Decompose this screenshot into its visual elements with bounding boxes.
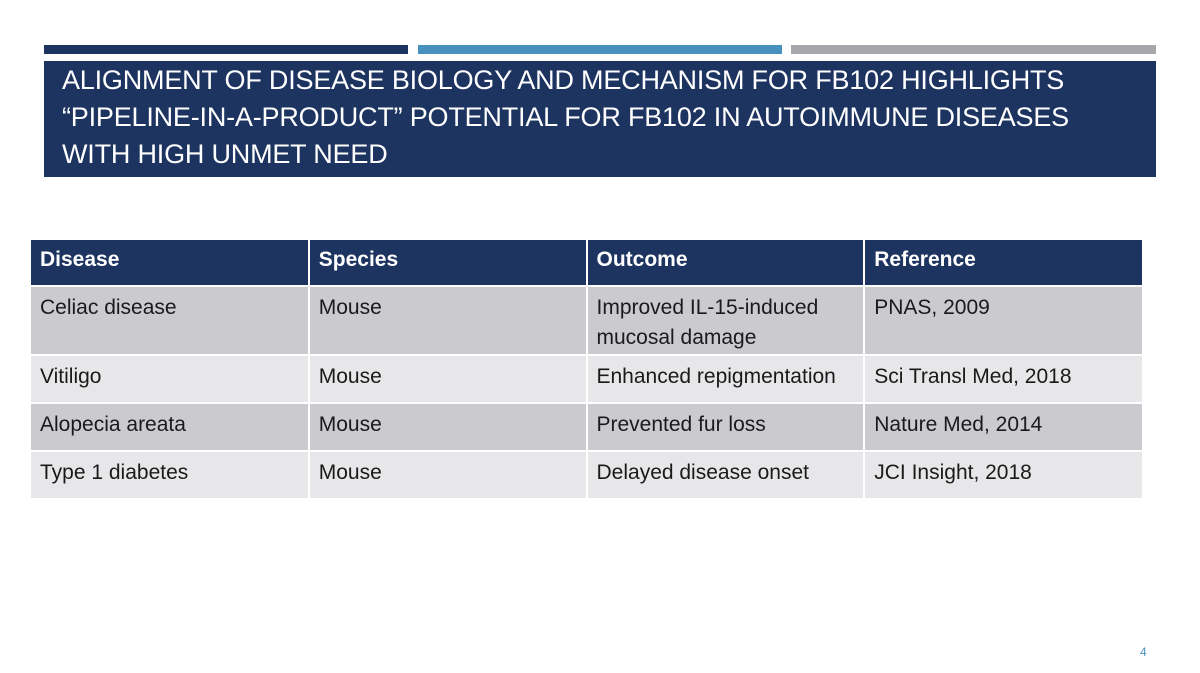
cell-outcome: Improved IL-15-induced mucosal damage	[587, 286, 865, 355]
table-header-row	[31, 240, 1142, 286]
accent-bar-blue	[418, 45, 782, 54]
page-number: 4	[1140, 645, 1147, 659]
table-row	[31, 451, 1142, 499]
accent-bar-navy	[44, 45, 408, 54]
cell-species: Mouse	[309, 451, 587, 499]
cell-reference: PNAS, 2009	[864, 286, 1142, 355]
table-row	[31, 403, 1142, 451]
header-reference: Reference	[864, 240, 1142, 286]
table-row	[31, 355, 1142, 403]
slide-title: ALIGNMENT OF DISEASE BIOLOGY AND MECHANISM FOR FB102 HIGHLIGHTS “PIPELINE-IN-A-PRODUCT” POTENTIAL FOR FB102 IN AUTOIMMUNE DISEASES WITH HIGH UNMET NEED	[62, 65, 1069, 169]
cell-disease: Type 1 diabetes	[31, 451, 309, 499]
cell-reference: JCI Insight, 2018	[864, 451, 1142, 499]
cell-reference: Sci Transl Med, 2018	[864, 355, 1142, 403]
table-row	[31, 286, 1142, 355]
cell-disease: Celiac disease	[31, 286, 309, 355]
header-outcome: Outcome	[587, 240, 865, 286]
cell-outcome: Prevented fur loss	[587, 403, 865, 451]
cell-outcome: Delayed disease onset	[587, 451, 865, 499]
header-disease: Disease	[31, 240, 309, 286]
cell-disease: Alopecia areata	[31, 403, 309, 451]
title-banner	[44, 61, 1156, 177]
header-species: Species	[309, 240, 587, 286]
studies-table	[31, 240, 1142, 500]
cell-species: Mouse	[309, 286, 587, 355]
cell-reference: Nature Med, 2014	[864, 403, 1142, 451]
cell-species: Mouse	[309, 355, 587, 403]
cell-disease: Vitiligo	[31, 355, 309, 403]
cell-outcome: Enhanced repigmentation	[587, 355, 865, 403]
accent-bar-gray	[791, 45, 1156, 54]
cell-species: Mouse	[309, 403, 587, 451]
